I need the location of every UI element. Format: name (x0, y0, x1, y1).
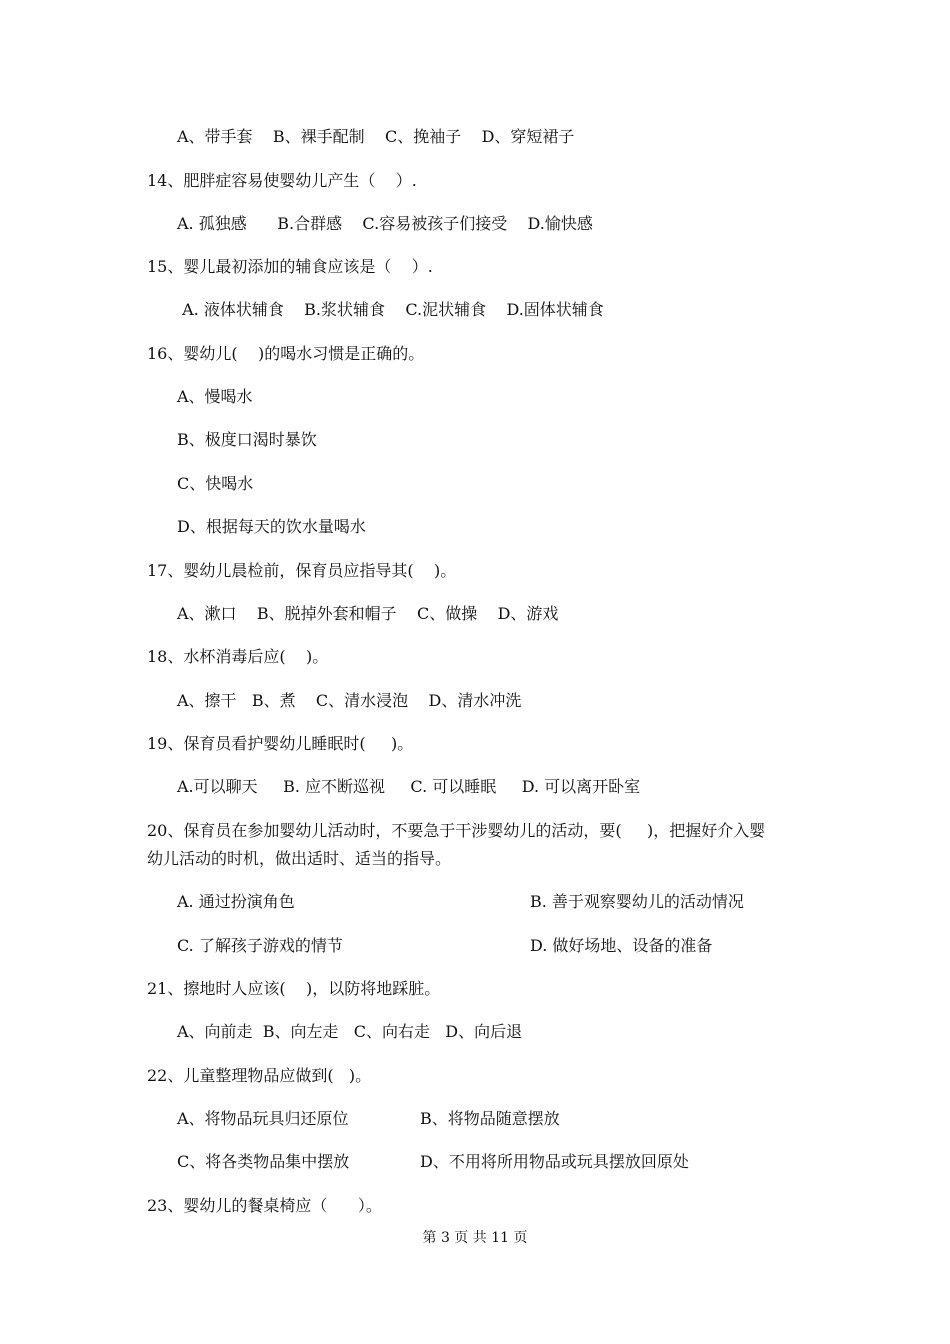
question-21: 21、擦地时人应该( )，以防将地踩脏。 (147, 979, 441, 998)
question-22: 22、儿童整理物品应做到( )。 (147, 1066, 372, 1085)
question-20-line-1: 20、保育员在参加婴幼儿活动时，不要急于干涉婴幼儿的活动，要( )，把握好介入婴 (147, 821, 766, 840)
q16-option-d: D、根据每天的饮水量喝水 (177, 517, 366, 536)
q22-option-b: B、将物品随意摆放 (420, 1109, 560, 1128)
question-15: 15、婴儿最初添加的辅食应该是（ ）. (147, 257, 433, 276)
question-14: 14、肥胖症容易使婴幼儿产生（ ）. (147, 171, 417, 190)
question-18: 18、水杯消毒后应( )。 (147, 647, 329, 666)
q14-options: A. 孤独感 B.合群感 C.容易被孩子们接受 D.愉快感 (177, 214, 593, 233)
q19-options: A.可以聊天 B. 应不断巡视 C. 可以睡眠 D. 可以离开卧室 (177, 777, 641, 796)
page-footer: 第 3 页 共 11 页 (422, 1230, 528, 1246)
q17-options: A、漱口 B、脱掉外套和帽子 C、做操 D、游戏 (177, 604, 559, 623)
q20-option-a: A. 通过扮演角色 (177, 892, 295, 911)
q20-option-d: D. 做好场地、设备的准备 (530, 936, 713, 955)
q15-options: A. 液体状辅食 B.浆状辅食 C.泥状辅食 D.固体状辅食 (177, 300, 604, 319)
question-19: 19、保育员看护婴幼儿睡眠时( )。 (147, 734, 414, 753)
q16-option-c: C、快喝水 (177, 474, 254, 493)
q13-options: A、带手套 B、裸手配制 C、挽袖子 D、穿短裙子 (177, 127, 575, 146)
q20-option-c: C. 了解孩子游戏的情节 (177, 936, 343, 955)
question-16: 16、婴幼儿( )的喝水习惯是正确的。 (147, 344, 425, 363)
question-20-line-2: 幼儿活动的时机，做出适时、适当的指导。 (147, 849, 452, 868)
q22-option-d: D、不用将所用物品或玩具摆放回原处 (420, 1152, 689, 1171)
q16-option-b: B、极度口渴时暴饮 (177, 430, 317, 449)
question-23: 23、婴幼儿的餐桌椅应（ ）。 (147, 1196, 382, 1215)
q21-options: A、向前走 B、向左走 C、向右走 D、向后退 (177, 1022, 523, 1041)
question-17: 17、婴幼儿晨检前，保育员应指导其( )。 (147, 561, 457, 580)
q22-option-c: C、将各类物品集中摆放 (177, 1152, 350, 1171)
q22-option-a: A、将物品玩具归还原位 (177, 1109, 349, 1128)
q18-options: A、擦干 B、煮 C、清水浸泡 D、清水冲洗 (177, 691, 522, 710)
q20-option-b: B. 善于观察婴幼儿的活动情况 (530, 892, 744, 911)
q16-option-a: A、慢喝水 (177, 387, 253, 406)
